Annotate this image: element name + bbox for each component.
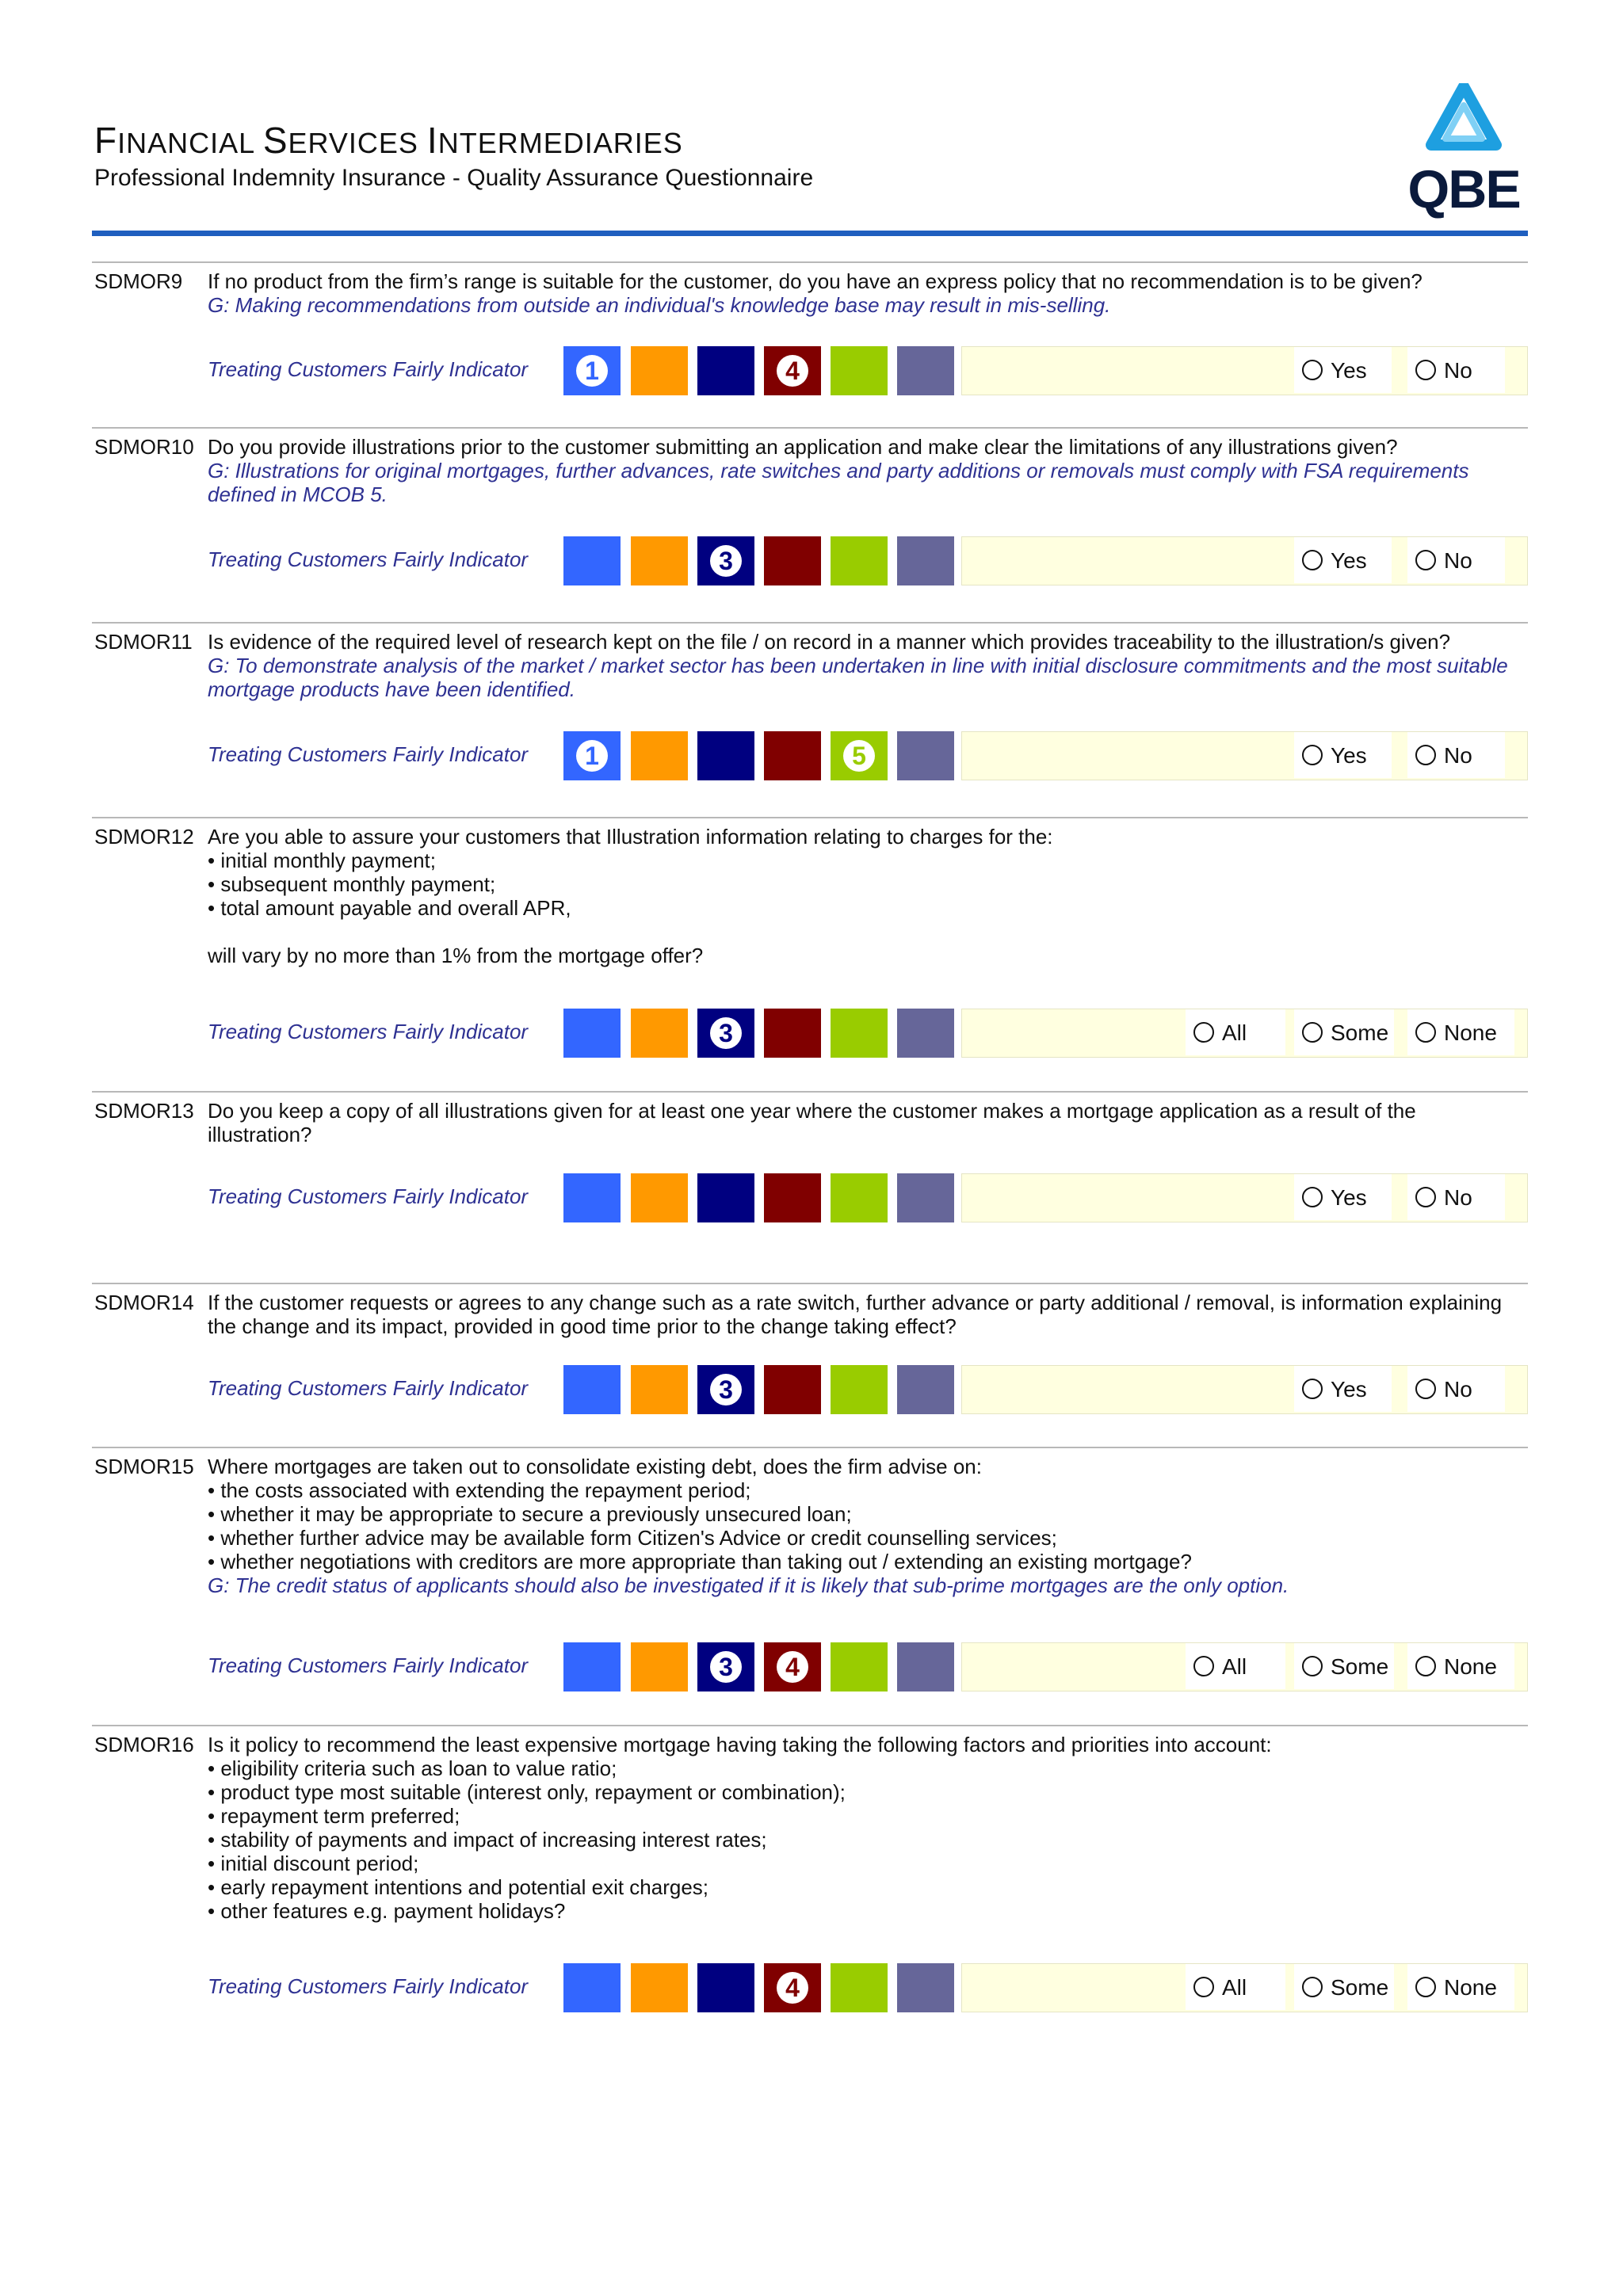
tcf-box-3 bbox=[697, 731, 754, 780]
tcf-box-2 bbox=[631, 731, 688, 780]
answer-option-no[interactable] bbox=[1407, 732, 1505, 778]
tcf-box-4 bbox=[764, 1963, 821, 2012]
tcf-box-3 bbox=[697, 536, 754, 585]
question-line: Are you able to assure your customers that Illustration information relating to charges for the: bbox=[208, 825, 1053, 849]
radio-button-icon[interactable] bbox=[1302, 1379, 1323, 1399]
answer-option-some[interactable] bbox=[1294, 1643, 1394, 1689]
radio-button-icon[interactable] bbox=[1302, 360, 1323, 380]
tcf-box-3 bbox=[697, 1009, 754, 1058]
question-text bbox=[208, 1455, 1515, 1597]
radio-button-icon[interactable] bbox=[1415, 1022, 1436, 1043]
answer-option-label: No bbox=[1444, 358, 1472, 383]
question-sdmor14 bbox=[92, 1283, 1528, 1448]
tcf-box-4 bbox=[764, 346, 821, 395]
tcf-box-5 bbox=[831, 1963, 888, 2012]
question-id: SDMOR9 bbox=[94, 269, 183, 293]
answer-option-none[interactable] bbox=[1407, 1964, 1514, 2010]
answer-option-yes[interactable] bbox=[1294, 347, 1392, 393]
question-line: • initial discount period; bbox=[208, 1852, 419, 1875]
tcf-label: Treating Customers Fairly Indicator bbox=[208, 1376, 529, 1400]
tcf-label: Treating Customers Fairly Indicator bbox=[208, 357, 529, 381]
tcf-indicator-row bbox=[92, 1642, 1528, 1691]
question-line: • other features e.g. payment holidays? bbox=[208, 1899, 566, 1923]
tcf-box-4 bbox=[764, 536, 821, 585]
tcf-box-1 bbox=[563, 1642, 621, 1691]
qbe-logo bbox=[1407, 83, 1520, 219]
answer-option-label: None bbox=[1444, 1975, 1497, 2000]
question-text bbox=[208, 1291, 1515, 1338]
answer-option-label: All bbox=[1222, 1654, 1247, 1679]
tcf-box-2 bbox=[631, 1642, 688, 1691]
answer-option-no[interactable] bbox=[1407, 347, 1505, 393]
tcf-number-badge: 3 bbox=[710, 545, 742, 577]
question-line: • whether it may be appropriate to secure a previously unsecured loan; bbox=[208, 1502, 852, 1526]
tcf-label: Treating Customers Fairly Indicator bbox=[208, 1974, 529, 1998]
answer-option-label: Some bbox=[1331, 1654, 1389, 1679]
guidance-note: G: Making recommendations from outside an individual's knowledge base may result in mis-selling. bbox=[208, 293, 1111, 317]
question-sdmor9 bbox=[92, 261, 1528, 433]
question-line: • initial monthly payment; bbox=[208, 849, 437, 872]
tcf-indicator-row bbox=[92, 1963, 1528, 2012]
tcf-indicator-row bbox=[92, 536, 1528, 585]
question-id: SDMOR11 bbox=[94, 630, 193, 654]
answer-option-label: No bbox=[1444, 1185, 1472, 1210]
tcf-indicator-row bbox=[92, 1009, 1528, 1058]
radio-button-icon[interactable] bbox=[1302, 550, 1323, 570]
tcf-box-3 bbox=[697, 1173, 754, 1222]
tcf-box-5 bbox=[831, 346, 888, 395]
radio-button-icon[interactable] bbox=[1415, 1977, 1436, 1997]
page-title: FINANCIAL SERVICES INTERMEDIARIES bbox=[94, 120, 683, 161]
question-text bbox=[208, 269, 1515, 317]
question-sdmor15 bbox=[92, 1447, 1528, 1726]
question-id: SDMOR13 bbox=[94, 1099, 194, 1123]
answer-option-label: None bbox=[1444, 1654, 1497, 1679]
question-line: • subsequent monthly payment; bbox=[208, 872, 496, 896]
tcf-box-5 bbox=[831, 1642, 888, 1691]
tcf-box-4 bbox=[764, 1009, 821, 1058]
question-line: Where mortgages are taken out to consolidate existing debt, does the firm advise on: bbox=[208, 1455, 982, 1478]
answer-option-label: Yes bbox=[1331, 548, 1367, 573]
question-text bbox=[208, 1733, 1515, 1923]
question-line: Is it policy to recommend the least expensive mortgage having taking the following factors and priorities into account: bbox=[208, 1733, 1272, 1756]
answer-option-yes[interactable] bbox=[1294, 537, 1392, 583]
question-id: SDMOR15 bbox=[94, 1455, 194, 1478]
question-id: SDMOR12 bbox=[94, 825, 194, 849]
question-line: • eligibility criteria such as loan to value ratio; bbox=[208, 1756, 617, 1780]
answer-option-label: Yes bbox=[1331, 743, 1367, 768]
question-sdmor11 bbox=[92, 622, 1528, 818]
tcf-box-5 bbox=[831, 731, 888, 780]
answer-option-all[interactable] bbox=[1186, 1009, 1285, 1055]
question-line: If the customer requests or agrees to any change such as a rate switch, further advance or party additional / removal, is information explaining the change and its impact, provided in good time prior to the change taking effect? bbox=[208, 1291, 1503, 1338]
radio-button-icon[interactable] bbox=[1193, 1656, 1214, 1676]
tcf-box-5 bbox=[831, 1009, 888, 1058]
page-subtitle: Professional Indemnity Insurance - Quality Assurance Questionnaire bbox=[94, 165, 814, 191]
tcf-number-badge: 3 bbox=[710, 1017, 742, 1049]
tcf-box-1 bbox=[563, 1009, 621, 1058]
tcf-number-badge: 3 bbox=[710, 1374, 742, 1405]
tcf-box-2 bbox=[631, 1173, 688, 1222]
answer-option-label: All bbox=[1222, 1020, 1247, 1045]
question-text bbox=[208, 435, 1515, 506]
radio-button-icon[interactable] bbox=[1415, 1187, 1436, 1207]
question-text bbox=[208, 630, 1515, 701]
guidance-note: G: The credit status of applicants should also be investigated if it is likely that sub-prime mortgages are the only option. bbox=[208, 1573, 1289, 1597]
radio-button-icon[interactable] bbox=[1415, 360, 1436, 380]
tcf-box-6 bbox=[897, 1642, 954, 1691]
answer-option-no[interactable] bbox=[1407, 1174, 1505, 1220]
tcf-label: Treating Customers Fairly Indicator bbox=[208, 1020, 529, 1043]
tcf-label: Treating Customers Fairly Indicator bbox=[208, 1184, 529, 1208]
radio-button-icon[interactable] bbox=[1302, 1656, 1323, 1676]
radio-button-icon[interactable] bbox=[1302, 1187, 1323, 1207]
question-id: SDMOR10 bbox=[94, 435, 194, 459]
tcf-indicator-row bbox=[92, 1173, 1528, 1222]
answer-option-label: Yes bbox=[1331, 1377, 1367, 1402]
answer-option-label: No bbox=[1444, 548, 1472, 573]
tcf-box-4 bbox=[764, 1173, 821, 1222]
question-text bbox=[208, 1099, 1515, 1146]
answer-option-label: No bbox=[1444, 743, 1472, 768]
tcf-box-6 bbox=[897, 346, 954, 395]
tcf-number-badge: 5 bbox=[843, 740, 875, 772]
tcf-box-2 bbox=[631, 1009, 688, 1058]
tcf-box-6 bbox=[897, 1365, 954, 1414]
answer-option-label: All bbox=[1222, 1975, 1247, 2000]
tcf-label: Treating Customers Fairly Indicator bbox=[208, 547, 529, 571]
radio-button-icon[interactable] bbox=[1302, 1022, 1323, 1043]
question-sdmor12 bbox=[92, 817, 1528, 1093]
question-sdmor10 bbox=[92, 427, 1528, 624]
tcf-box-5 bbox=[831, 536, 888, 585]
tcf-box-1 bbox=[563, 731, 621, 780]
radio-button-icon[interactable] bbox=[1415, 550, 1436, 570]
question-line: Do you keep a copy of all illustrations given for at least one year where the customer makes a mortgage application as a result of the illustration? bbox=[208, 1099, 1416, 1146]
tcf-box-2 bbox=[631, 1365, 688, 1414]
tcf-number-badge: 4 bbox=[777, 355, 808, 387]
answer-option-no[interactable] bbox=[1407, 537, 1505, 583]
question-line: • repayment term preferred; bbox=[208, 1804, 460, 1828]
question-line: • whether further advice may be available form Citizen's Advice or credit counselling services; bbox=[208, 1526, 1057, 1550]
tcf-number-badge: 4 bbox=[777, 1651, 808, 1683]
tcf-box-3 bbox=[697, 1963, 754, 2012]
tcf-number-badge: 3 bbox=[710, 1651, 742, 1683]
answer-option-label: Yes bbox=[1331, 358, 1367, 383]
radio-button-icon[interactable] bbox=[1415, 1656, 1436, 1676]
tcf-box-1 bbox=[563, 1365, 621, 1414]
tcf-box-4 bbox=[764, 731, 821, 780]
logo-text: QBE bbox=[1407, 159, 1520, 219]
answer-option-yes[interactable] bbox=[1294, 732, 1392, 778]
tcf-label: Treating Customers Fairly Indicator bbox=[208, 742, 529, 766]
answer-option-label: None bbox=[1444, 1020, 1497, 1045]
tcf-number-badge: 1 bbox=[576, 740, 608, 772]
tcf-box-6 bbox=[897, 536, 954, 585]
tcf-label: Treating Customers Fairly Indicator bbox=[208, 1653, 529, 1677]
radio-button-icon[interactable] bbox=[1302, 745, 1323, 765]
tcf-indicator-row bbox=[92, 346, 1528, 395]
question-sdmor13 bbox=[92, 1091, 1528, 1284]
tcf-indicator-row bbox=[92, 731, 1528, 780]
tcf-box-6 bbox=[897, 731, 954, 780]
question-line: Is evidence of the required level of research kept on the file / on record in a manner which provides traceability to the illustration/s given? bbox=[208, 630, 1451, 654]
tcf-box-6 bbox=[897, 1963, 954, 2012]
question-id: SDMOR14 bbox=[94, 1291, 194, 1314]
tcf-box-2 bbox=[631, 346, 688, 395]
answer-option-label: Some bbox=[1331, 1020, 1389, 1045]
answer-option-no[interactable] bbox=[1407, 1366, 1505, 1412]
tcf-box-5 bbox=[831, 1173, 888, 1222]
tcf-box-5 bbox=[831, 1365, 888, 1414]
question-line: • total amount payable and overall APR, bbox=[208, 896, 571, 920]
tcf-box-3 bbox=[697, 346, 754, 395]
radio-button-icon[interactable] bbox=[1415, 1379, 1436, 1399]
guidance-note: G: Illustrations for original mortgages, further advances, rate switches and party additions or removals must comply with FSA requirements defined in MCOB 5. bbox=[208, 459, 1469, 506]
question-line bbox=[208, 920, 1515, 944]
tcf-box-2 bbox=[631, 536, 688, 585]
answer-option-label: No bbox=[1444, 1377, 1472, 1402]
qbe-emblem-icon bbox=[1407, 83, 1520, 158]
answer-option-yes[interactable] bbox=[1294, 1174, 1392, 1220]
question-line: • stability of payments and impact of increasing interest rates; bbox=[208, 1828, 767, 1852]
tcf-box-3 bbox=[697, 1365, 754, 1414]
question-line: will vary by no more than 1% from the mortgage offer? bbox=[208, 944, 704, 967]
question-line: Do you provide illustrations prior to the customer submitting an application and make clear the limitations of any illustrations given? bbox=[208, 435, 1398, 459]
question-line: If no product from the firm’s range is suitable for the customer, do you have an express policy that no recommendation is to be given? bbox=[208, 269, 1423, 293]
tcf-indicator-row bbox=[92, 1365, 1528, 1414]
answer-option-all[interactable] bbox=[1186, 1643, 1285, 1689]
answer-option-label: Yes bbox=[1331, 1185, 1367, 1210]
guidance-note: G: To demonstrate analysis of the market / market sector has been undertaken in line with initial disclosure commitments and the most suitable mortgage products have been identified. bbox=[208, 654, 1508, 701]
question-id: SDMOR16 bbox=[94, 1733, 194, 1756]
answer-option-yes[interactable] bbox=[1294, 1366, 1392, 1412]
tcf-box-3 bbox=[697, 1642, 754, 1691]
radio-button-icon[interactable] bbox=[1302, 1977, 1323, 1997]
tcf-box-6 bbox=[897, 1173, 954, 1222]
question-line: • the costs associated with extending the repayment period; bbox=[208, 1478, 751, 1502]
answer-option-all[interactable] bbox=[1186, 1964, 1285, 2010]
header-divider bbox=[92, 231, 1528, 236]
tcf-box-1 bbox=[563, 1173, 621, 1222]
question-text bbox=[208, 825, 1515, 967]
answer-option-some[interactable] bbox=[1294, 1964, 1394, 2010]
tcf-box-4 bbox=[764, 1365, 821, 1414]
question-line: • early repayment intentions and potential exit charges; bbox=[208, 1875, 709, 1899]
answer-option-some[interactable] bbox=[1294, 1009, 1394, 1055]
question-sdmor16 bbox=[92, 1725, 1528, 2019]
answer-option-label: Some bbox=[1331, 1975, 1389, 2000]
tcf-box-4 bbox=[764, 1642, 821, 1691]
tcf-number-badge: 4 bbox=[777, 1972, 808, 2004]
tcf-box-6 bbox=[897, 1009, 954, 1058]
answer-option-none[interactable] bbox=[1407, 1643, 1514, 1689]
question-line: • whether negotiations with creditors are more appropriate than taking out / extending an existing mortgage? bbox=[208, 1550, 1192, 1573]
tcf-box-1 bbox=[563, 346, 621, 395]
radio-button-icon[interactable] bbox=[1193, 1977, 1214, 1997]
tcf-box-1 bbox=[563, 1963, 621, 2012]
question-line: • product type most suitable (interest only, repayment or combination); bbox=[208, 1780, 846, 1804]
answer-option-none[interactable] bbox=[1407, 1009, 1514, 1055]
radio-button-icon[interactable] bbox=[1193, 1022, 1214, 1043]
tcf-number-badge: 1 bbox=[576, 355, 608, 387]
tcf-box-1 bbox=[563, 536, 621, 585]
tcf-box-2 bbox=[631, 1963, 688, 2012]
radio-button-icon[interactable] bbox=[1415, 745, 1436, 765]
